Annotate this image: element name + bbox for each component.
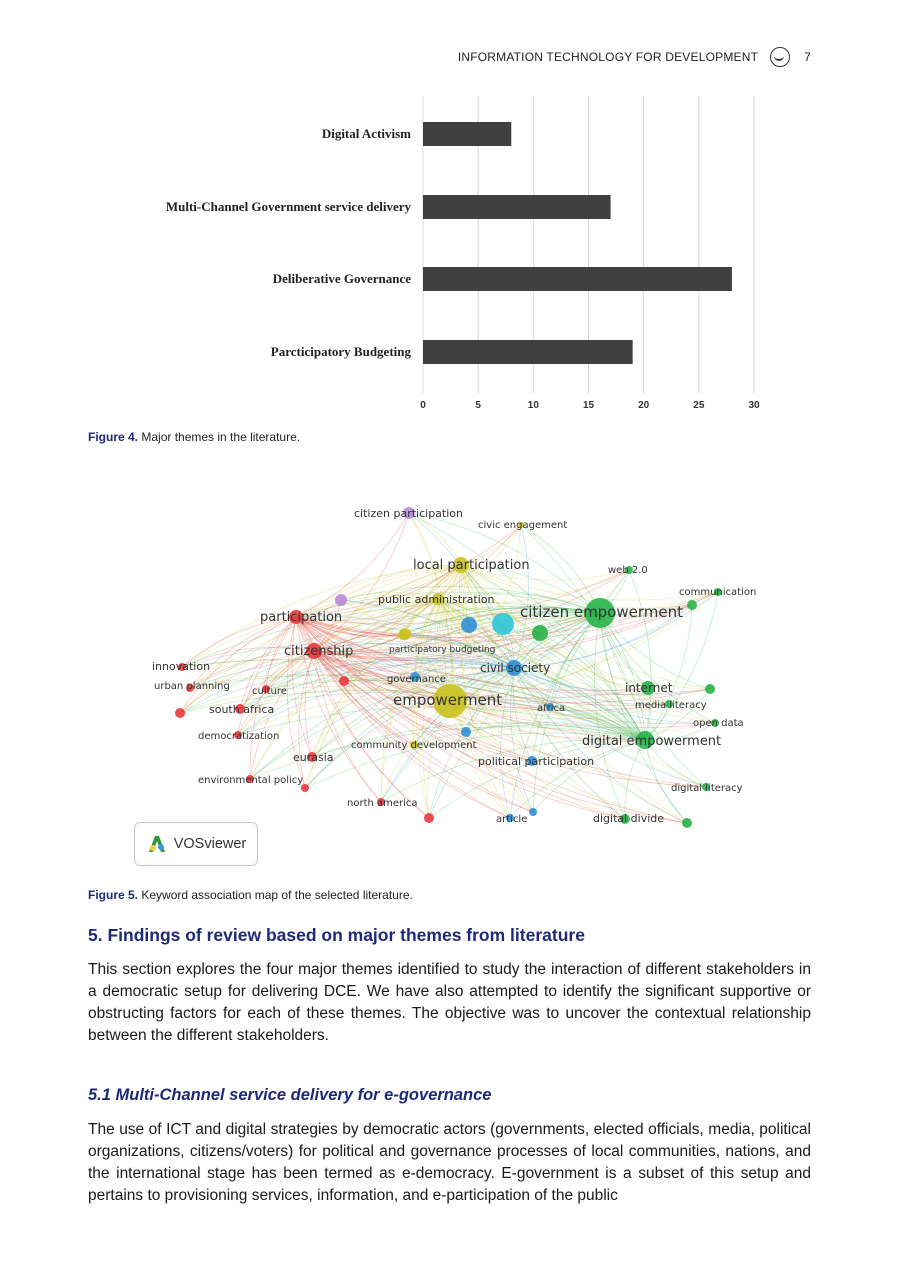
subsection-heading: 5.1 Multi-Channel service delivery for e-governance: [88, 1086, 492, 1104]
section-heading: 5. Findings of review based on major themes from literature: [88, 925, 585, 945]
network-label: participatory budgeting: [389, 645, 496, 655]
network-label: empowerment: [393, 691, 503, 709]
network-label: innovation: [152, 660, 211, 673]
network-node: [339, 676, 349, 686]
section-paragraph: This section explores the four major themes identified to study the interaction of different stakeholders in a democratic setup for delivering DCE. We have also attempted to identify the significant supportive or obstructing factors for each of these themes. The objective was to uncover the contextual relationship between the different stakeholders.: [88, 961, 811, 1044]
network-label: participation: [260, 610, 343, 625]
bar: [423, 340, 633, 364]
x-tick-label: 25: [693, 400, 705, 411]
subsection-paragraph: The use of ICT and digital strategies by democratic actors (governments, elected officials, media, political organizations, citizens/voters) for political and governance processes of local communities, nations, and the international stage has been termed as e-democracy. E-government is a subset of this setup and pertains to provisioning services, information, and e-participation of the public: [88, 1121, 811, 1204]
network-node: [529, 808, 537, 816]
network-label: eurasia: [293, 751, 334, 764]
network-label: citizenship: [284, 644, 354, 659]
network-label: citizen participation: [354, 507, 463, 520]
network-edge: [533, 740, 645, 812]
vosviewer-badge: [134, 822, 258, 866]
network-label: media literacy: [635, 700, 707, 711]
network-label: urban planning: [154, 681, 230, 692]
network-label: africa: [537, 703, 566, 714]
bar: [423, 122, 511, 146]
network-label: open data: [693, 718, 744, 729]
chart-bars: [423, 122, 732, 364]
figure5-text: Keyword association map of the selected literature.: [141, 888, 413, 902]
network-label: south africa: [209, 703, 275, 716]
page-number: 7: [804, 50, 811, 64]
network-label: article: [496, 814, 528, 825]
network-label: internet: [625, 681, 673, 695]
network-label: local participation: [413, 558, 530, 573]
network-node: [335, 594, 347, 606]
x-tick-label: 20: [638, 400, 650, 411]
vosviewer-logo-icon: [146, 833, 168, 855]
category-label: Multi-Channel Government service delivery: [165, 199, 411, 214]
network-label: north america: [347, 798, 418, 809]
network-label: digital literacy: [671, 783, 743, 794]
running-head: [458, 47, 811, 67]
network-label: governance: [387, 674, 446, 685]
journal-title: INFORMATION TECHNOLOGY FOR DEVELOPMENT: [457, 50, 759, 64]
bar: [423, 267, 732, 291]
network-label: political participation: [478, 755, 595, 768]
network-label: culture: [252, 686, 287, 697]
network-node: [682, 818, 692, 828]
x-tick-label: 0: [420, 400, 426, 411]
network-edge: [629, 570, 651, 740]
figure4-text: Major themes in the literature.: [141, 430, 301, 444]
network-label: web 2.0: [608, 565, 648, 576]
network-node: [705, 684, 715, 694]
figure5-caption: [88, 888, 413, 902]
network-label: civil society: [480, 661, 551, 675]
network-label: democratization: [198, 731, 280, 742]
bar: [423, 195, 611, 219]
category-label: Deliberative Governance: [272, 271, 411, 286]
network-node: [398, 630, 408, 640]
network-label: environmental policy: [198, 775, 304, 786]
network-node: [687, 600, 697, 610]
chart-tick-labels: [420, 400, 760, 411]
publisher-logo-icon: [770, 47, 790, 67]
network-label: citizen empowerment: [520, 603, 684, 621]
figure5-label: Figure 5.: [88, 888, 139, 902]
figure4-label: Figure 4.: [88, 430, 139, 444]
x-tick-label: 30: [748, 400, 760, 411]
network-label: communication: [679, 587, 757, 598]
network-label: civic engagement: [478, 520, 568, 531]
vosviewer-label: VOSviewer: [173, 836, 247, 852]
network-node: [461, 727, 471, 737]
chart-category-labels: [166, 126, 412, 359]
keyword-network-map: [130, 500, 770, 840]
network-label: digital empowerment: [582, 734, 722, 749]
network-label: community development: [351, 740, 477, 751]
network-node: [492, 613, 514, 635]
network-node: [175, 708, 185, 718]
network-label: public administration: [378, 593, 495, 606]
x-tick-label: 5: [475, 400, 481, 411]
x-tick-label: 10: [527, 400, 539, 411]
themes-bar-chart: [0, 88, 899, 418]
network-node: [532, 625, 548, 641]
category-label: Digital Activism: [321, 126, 411, 141]
figure4-caption: [88, 430, 300, 444]
network-edge: [645, 740, 687, 823]
network-edge: [645, 605, 692, 740]
network-node: [461, 617, 477, 633]
x-tick-label: 15: [582, 400, 595, 411]
category-label: Parcticipatory Budgeting: [270, 344, 411, 359]
network-label: digital divide: [593, 812, 665, 825]
network-node: [424, 813, 434, 823]
